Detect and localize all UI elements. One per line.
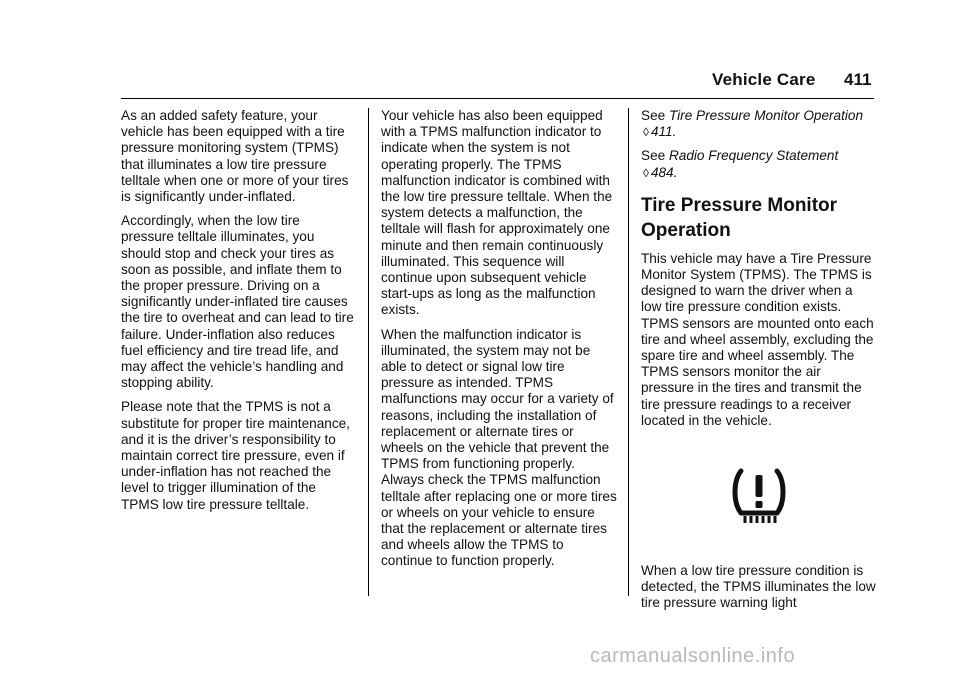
page-number: 411 [844, 70, 872, 89]
see-label: See [641, 108, 666, 123]
cross-reference[interactable] [641, 108, 876, 140]
header-divider [121, 98, 874, 99]
paragraph: As an added safety feature, your vehicle has been equipped with a tire pressure monitoring system (TPMS) that illuminates a low tire pressure telltale when one or more of your tires is significantly under-inflated. [121, 108, 349, 205]
watermark: carmanualsonline.info [590, 645, 796, 667]
paragraph: When a low tire pressure condition is detected, the TPMS illuminates the low tire pressure warning light [641, 563, 876, 611]
page-section-title: Vehicle Care [712, 70, 816, 89]
page-arrow-icon: ◊ [643, 165, 649, 180]
reference-title: Tire Pressure Monitor Operation [668, 108, 864, 123]
paragraph: When the malfunction indicator is illuminated, the system may not be able to detect or signal low tire pressure as intended. TPMS malfunctions may occur for a variety of reasons, including the installation of replacement or alternate tires or wheels on the vehicle that prevent the TPMS from functioning properly. Always check the TPMS malfunction telltale after replacing one or more tires or wheels on your vehicle to ensure that the replacement or alternate tires and wheels allow the TPMS to continue to function properly. [381, 326, 617, 569]
reference-page: 484. [650, 164, 678, 180]
page-arrow-icon: ◊ [643, 125, 649, 140]
column-divider [628, 108, 629, 596]
paragraph: Please note that the TPMS is not a substitute for proper tire maintenance, and it is the driver’s responsibility to maintain correct tire pressure, even if under-inflation has not reached the level to trigger illumination of the TPMS low tire pressure telltale. [121, 399, 350, 512]
paragraph: Your vehicle has also been equipped with a TPMS malfunction indicator to indicate when the system is not operating properly. The TPMS malfunction indicator is combined with the low tire pressure telltale. When the system detects a malfunction, the telltale will flash for approximately one minute and then remain continuously illuminated. This sequence will continue upon subsequent vehicle start-ups as long as the malfunction exists. [381, 108, 613, 318]
section-heading: Tire Pressure Monitor Operation [641, 194, 838, 241]
column-divider [368, 108, 369, 596]
column-1 [121, 108, 356, 521]
paragraph: This vehicle may have a Tire Pressure Monitor System (TPMS). The TPMS is designed to warn the driver when a low tire pressure condition exists. TPMS sensors are mounted onto each tire and wheel assembly, excluding the spare tire and wheel assembly. The TPMS sensors monitor the air pressure in the tires and transmit the tire pressure readings to a receiver located in the vehicle. [641, 250, 874, 428]
cross-reference[interactable] [641, 148, 876, 180]
see-label: See [641, 148, 666, 164]
low-tire-pressure-icon [641, 453, 876, 539]
reference-title: Radio Frequency Statement [668, 148, 839, 164]
reference-page: 411. [650, 124, 677, 140]
column-3 [641, 108, 876, 620]
paragraph: Accordingly, when the low tire pressure telltale illuminates, you should stop and check your tires as soon as possible, and inflate them to the proper pressure. Driving on a significantly under-inflated tire causes the tire to overheat and can lead to tire failure. Under-inflation also reduces fuel efficiency and tire tread life, and may affect the vehicle’s handling and stopping ability. [121, 213, 354, 391]
column-2 [381, 108, 617, 578]
